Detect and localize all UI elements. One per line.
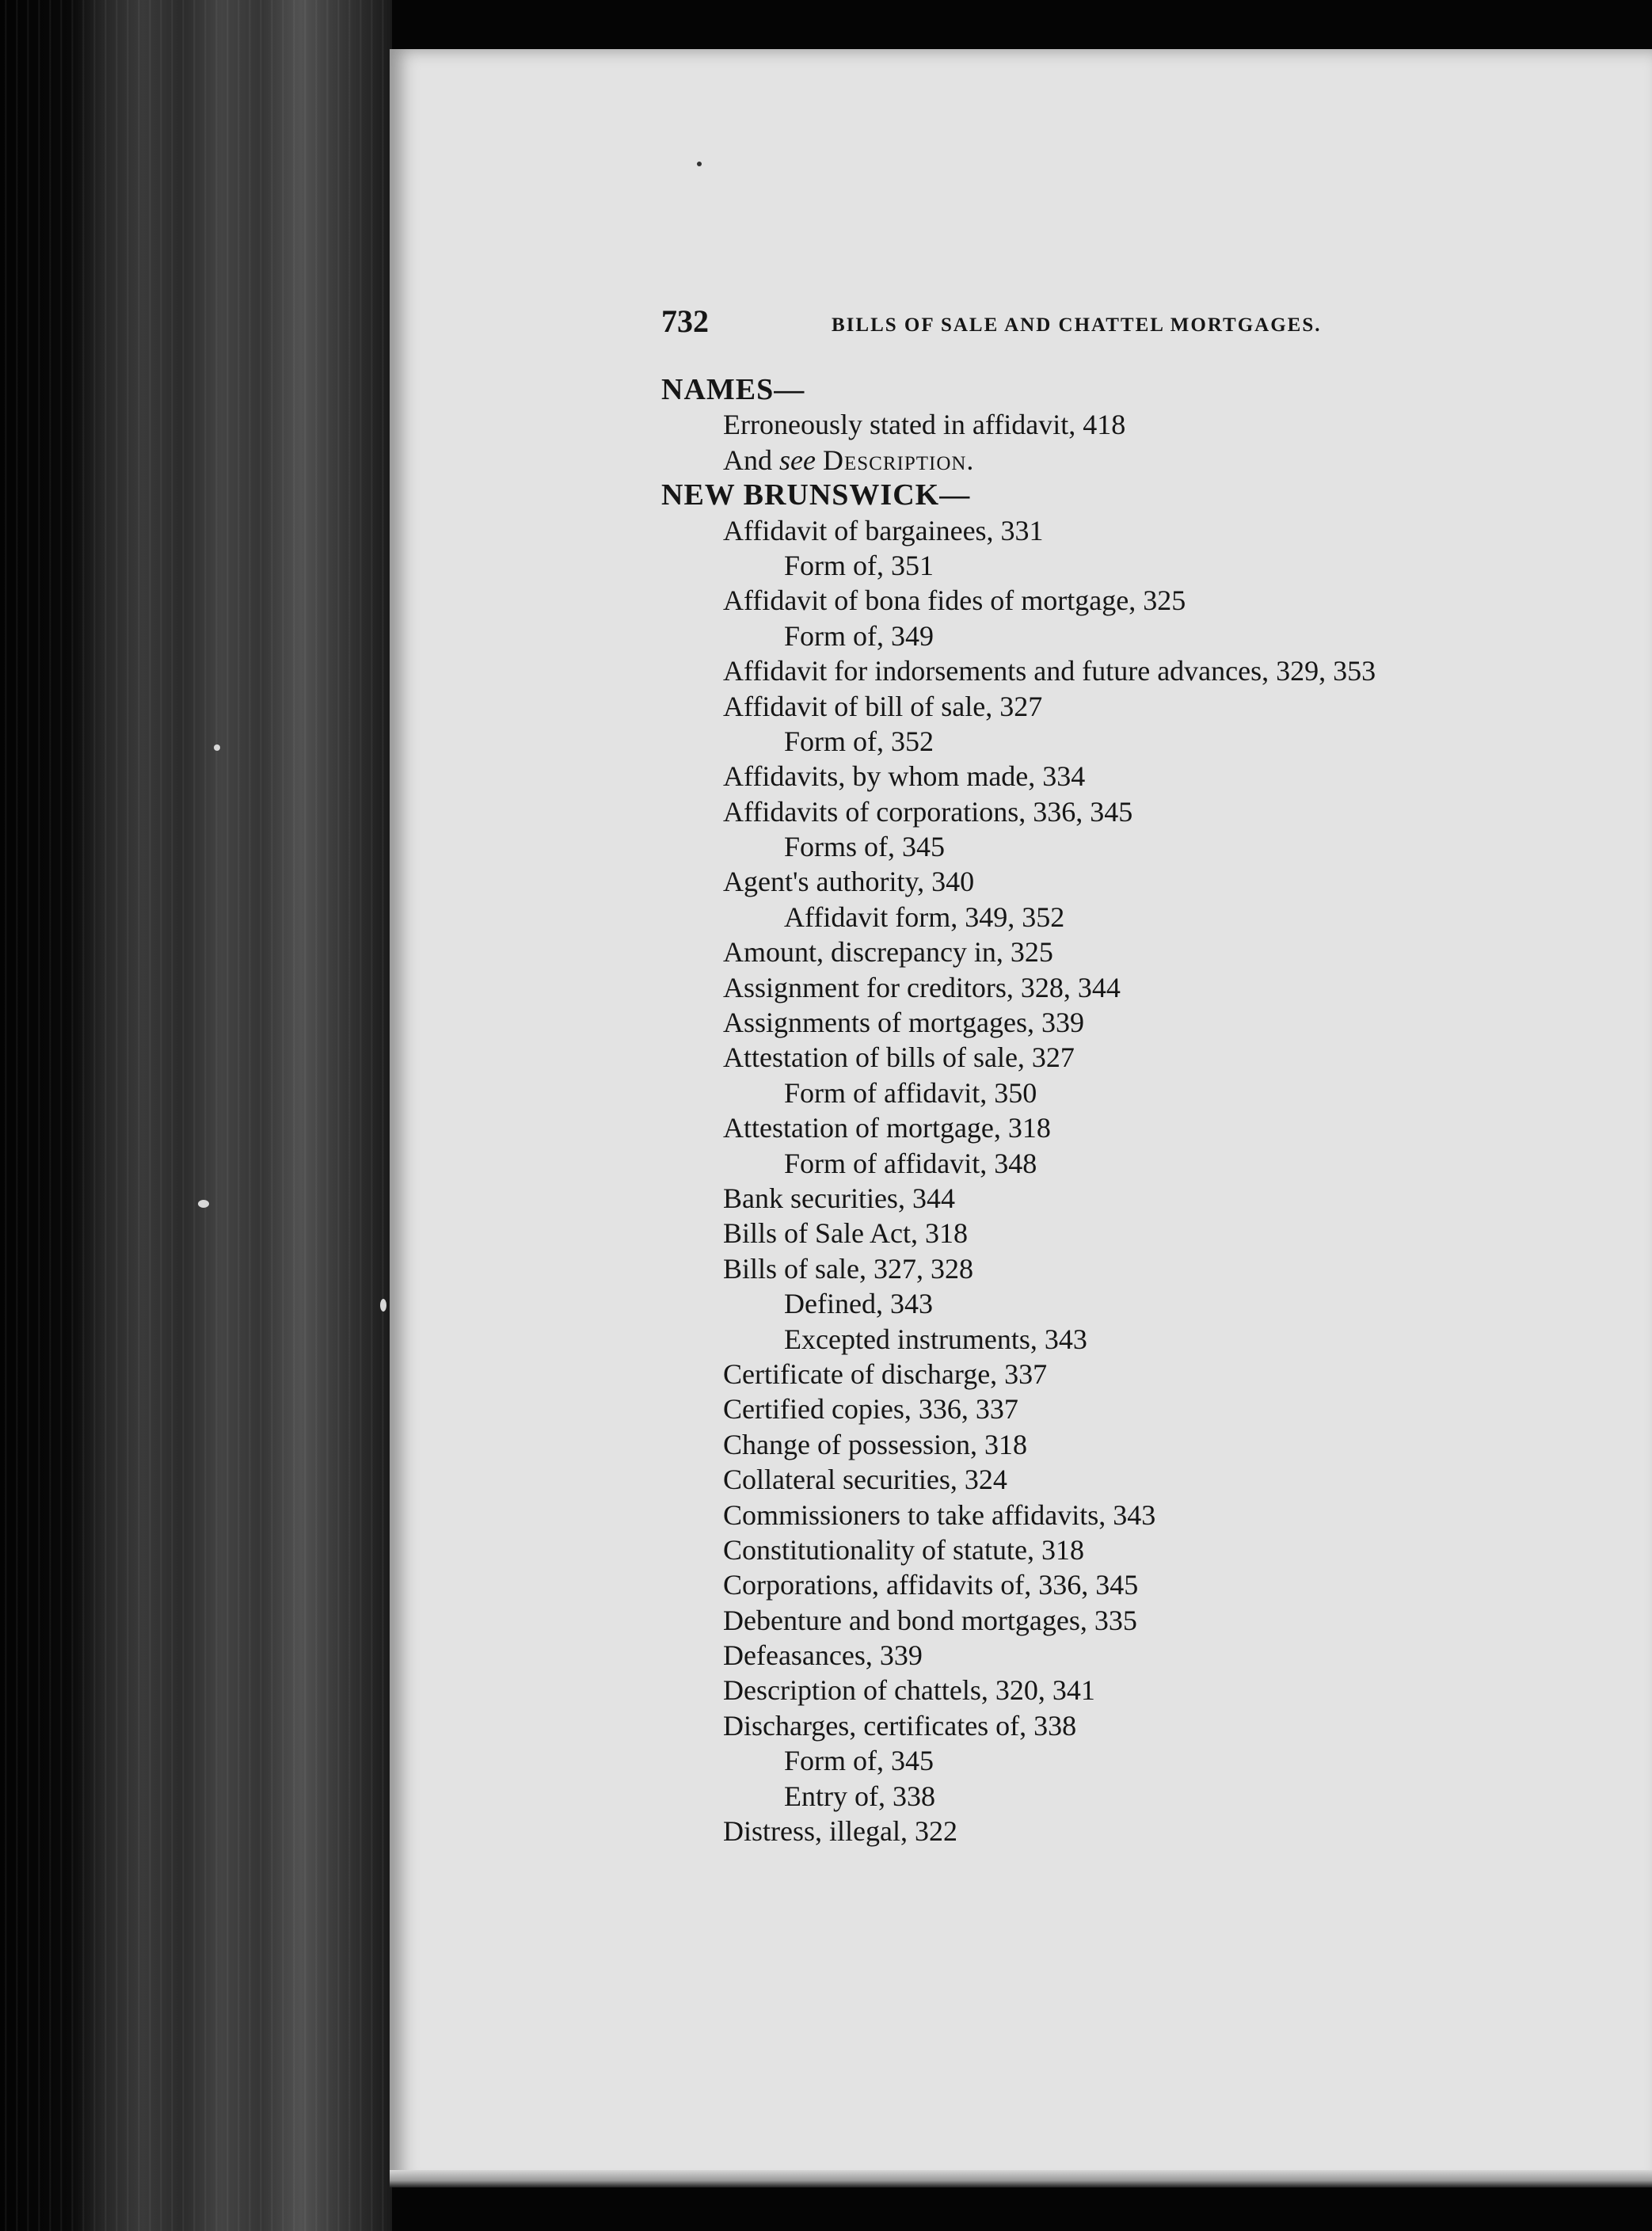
index-entry: Entry of, 338 (784, 1780, 935, 1812)
page-number: 732 (661, 303, 709, 339)
index-entry: Discharges, certificates of, 338 (723, 1709, 1077, 1742)
index-entry: Form of, 349 (784, 619, 934, 652)
index-entry: Description of chattels, 320, 341 (723, 1674, 1095, 1707)
index-entry: Attestation of mortgage, 318 (723, 1112, 1051, 1144)
index-entry: Affidavit for indorsements and future advances, 329, 353 (723, 655, 1376, 687)
index-entry: Bills of Sale Act, 318 (723, 1217, 968, 1250)
index-entry: Assignment for creditors, 328, 344 (723, 971, 1121, 1003)
index-entry: Form of affidavit, 348 (784, 1147, 1037, 1179)
index-entry: Forms of, 345 (784, 831, 946, 863)
index-entry: Corporations, affidavits of, 336, 345 (723, 1569, 1139, 1601)
index-entry: Affidavits of corporations, 336, 345 (723, 795, 1133, 828)
index-entry: Attestation of bills of sale, 327 (723, 1041, 1075, 1074)
book-spine-edge (0, 0, 392, 2231)
index-list (661, 372, 1376, 1848)
index-entry: Excepted instruments, 343 (784, 1323, 1087, 1355)
index-entry: Defined, 343 (784, 1288, 933, 1320)
index-entry: Affidavit form, 349, 352 (784, 900, 1065, 933)
spine-speck (214, 744, 220, 751)
index-entry: Form of, 345 (784, 1745, 934, 1777)
index-entry: Certificate of discharge, 337 (723, 1357, 1048, 1390)
index-entry: Affidavits, by whom made, 334 (723, 760, 1086, 793)
index-entry: Affidavit of bona fides of mortgage, 325 (723, 584, 1186, 617)
ink-dot (697, 162, 702, 166)
index-entry: Certified copies, 336, 337 (723, 1393, 1018, 1426)
index-entry: Erroneously stated in affidavit, 418 (723, 409, 1126, 441)
spine-speck (198, 1200, 209, 1208)
entry-text: And (723, 444, 779, 476)
index-entry: Commissioners to take affidavits, 343 (723, 1498, 1156, 1531)
index-entry: Change of possession, 318 (723, 1428, 1027, 1460)
page-bottom-edge (390, 2170, 1652, 2187)
index-heading: NEW BRUNSWICK— (661, 478, 971, 512)
index-entry: Constitutionality of statute, 318 (723, 1533, 1084, 1566)
index-entry: Bank securities, 344 (723, 1182, 955, 1214)
index-entry: Amount, discrepancy in, 325 (723, 936, 1053, 969)
index-entry: Collateral securities, 324 (723, 1464, 1007, 1496)
index-entry: Form of, 351 (784, 549, 934, 581)
index-entry: Assignments of mortgages, 339 (723, 1007, 1084, 1039)
index-entry: Form of, 352 (784, 725, 934, 757)
index-entry: Affidavit of bill of sale, 327 (723, 690, 1043, 722)
see-reference: see (779, 444, 816, 476)
index-entry (661, 443, 1376, 478)
cross-reference: Description. (822, 444, 975, 476)
spine-speck (380, 1299, 386, 1312)
index-entry: Form of affidavit, 350 (784, 1076, 1037, 1109)
index-entry: Distress, illegal, 322 (723, 1815, 957, 1848)
running-head: BILLS OF SALE AND CHATTEL MORTGAGES. (832, 314, 1322, 336)
index-entry: Agent's authority, 340 (723, 866, 975, 898)
index-heading: NAMES— (661, 373, 805, 406)
index-entry: Debenture and bond mortgages, 335 (723, 1604, 1137, 1636)
index-entry: Affidavit of bargainees, 331 (723, 514, 1044, 546)
index-entry: Bills of sale, 327, 328 (723, 1252, 973, 1285)
index-entry: Defeasances, 339 (723, 1639, 923, 1672)
